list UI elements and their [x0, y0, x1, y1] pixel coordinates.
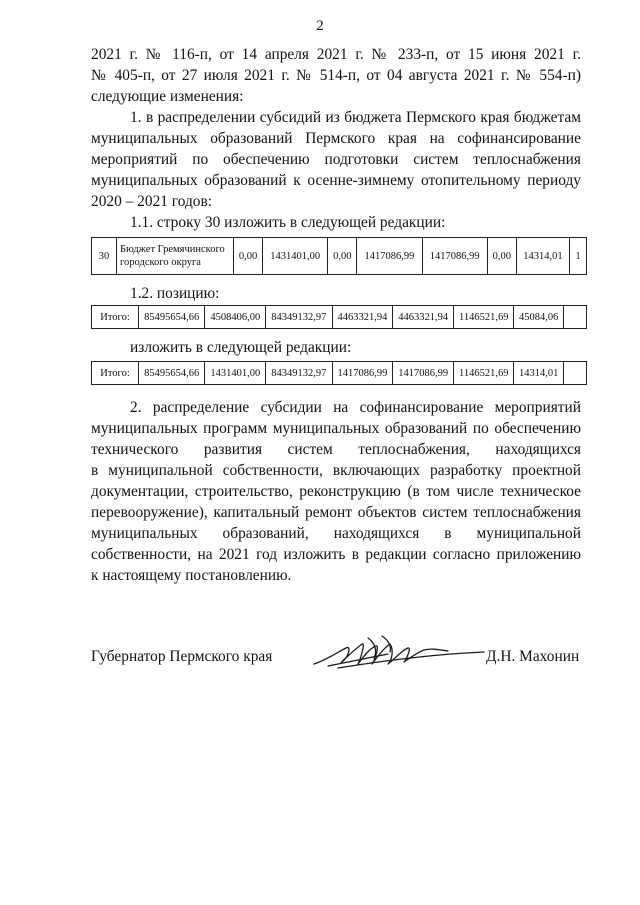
table-cell: 1417086,99 [422, 238, 487, 275]
table-cell: 1431401,00 [205, 362, 266, 385]
handwritten-signature [308, 630, 486, 678]
table-cell: 84349132,97 [266, 306, 332, 329]
item1-line-4: муниципальных образований к осенне-зимнему отопительному периоду [91, 172, 581, 189]
table-cell: 84349132,97 [266, 362, 332, 385]
total-label-cell: Итого: [92, 306, 139, 329]
table-cell: 4463321,94 [332, 306, 393, 329]
item2-line-6: перевооружение), капитальный ремонт объектов систем теплоснабжения [91, 504, 581, 521]
row30-table [91, 237, 587, 275]
table-cell: 4463321,94 [393, 306, 454, 329]
table-cell: 1146521,69 [454, 306, 514, 329]
table-cell: 85495654,66 [139, 362, 205, 385]
item1-line-5: 2020 – 2021 годов: [91, 193, 213, 210]
table-cell: 14314,01 [514, 362, 564, 385]
table-cell: 0,00 [234, 238, 263, 275]
table-cell: 1146521,69 [454, 362, 514, 385]
signatory-name: Д.Н. Махонин [486, 648, 580, 665]
table-cell: 1417086,99 [332, 362, 393, 385]
total-old-table [91, 305, 587, 329]
page-number: 2 [316, 18, 324, 34]
intro-line-2: № 405-п, от 27 июля 2021 г. № 514-п, от 04 августа 2021 г. № 554-п) [91, 67, 581, 84]
item2-line-3: технического развития систем теплоснабжения, находящихся [91, 441, 581, 458]
municipality-name-cell: Бюджет Гремячинского городского округа [117, 238, 234, 275]
intro-line-1: 2021 г. № 116-п, от 14 апреля 2021 г. № 233-п, от 15 июня 2021 г. [91, 46, 581, 63]
signatory-position: Губернатор Пермского края [91, 648, 273, 665]
item2-line-8: собственности, на 2021 год изложить в редакции согласно приложению [91, 546, 581, 563]
item2-line-5: документации, строительство, реконструкцию (в том числе техническое [91, 483, 581, 500]
item2-line-9: к настоящему постановлению. [91, 567, 292, 584]
item2-line-2: муниципальных программ муниципальных образований по обеспечению [91, 420, 581, 437]
table-cell: 14314,01 [516, 238, 569, 275]
total-label-cell: Итого: [92, 362, 139, 385]
item1-2-text: 1.2. позицию: [130, 285, 220, 302]
table-row [92, 306, 587, 329]
table-cell: 1417086,99 [357, 238, 422, 275]
item2-line-7: муниципальных образований, находящихся в муниципальной [91, 525, 581, 542]
table-cell: 1431401,00 [263, 238, 328, 275]
table-cell: 0,00 [328, 238, 357, 275]
item1-line-3: мероприятий по обеспечению подготовки систем теплоснабжения [91, 151, 581, 168]
item1-line-1: 1. в распределении субсидий из бюджета Пермского края бюджетам [130, 109, 581, 126]
item1-1-text: 1.1. строку 30 изложить в следующей редакции: [130, 214, 446, 231]
table-cell: 85495654,66 [139, 306, 205, 329]
new-edition-text: изложить в следующей редакции: [130, 339, 352, 356]
item2-line-1: 2. распределение субсидии на софинансирование мероприятий [130, 399, 581, 416]
table-cell: 1 [570, 238, 587, 275]
total-new-table [91, 361, 587, 385]
row-number-cell: 30 [92, 238, 117, 275]
table-cell: 4508406,00 [205, 306, 266, 329]
item1-line-2: муниципальных образований Пермского края на софинансирование [91, 130, 581, 147]
intro-line-3: следующие изменения: [91, 88, 244, 105]
table-cell: 0,00 [487, 238, 516, 275]
table-cell [564, 362, 587, 385]
table-cell: 1417086,99 [393, 362, 454, 385]
table-row [92, 238, 587, 275]
table-cell: 45084,06 [514, 306, 564, 329]
table-row [92, 362, 587, 385]
table-cell [564, 306, 587, 329]
item2-line-4: в муниципальной собственности, включающих разработку проектной [91, 462, 581, 479]
